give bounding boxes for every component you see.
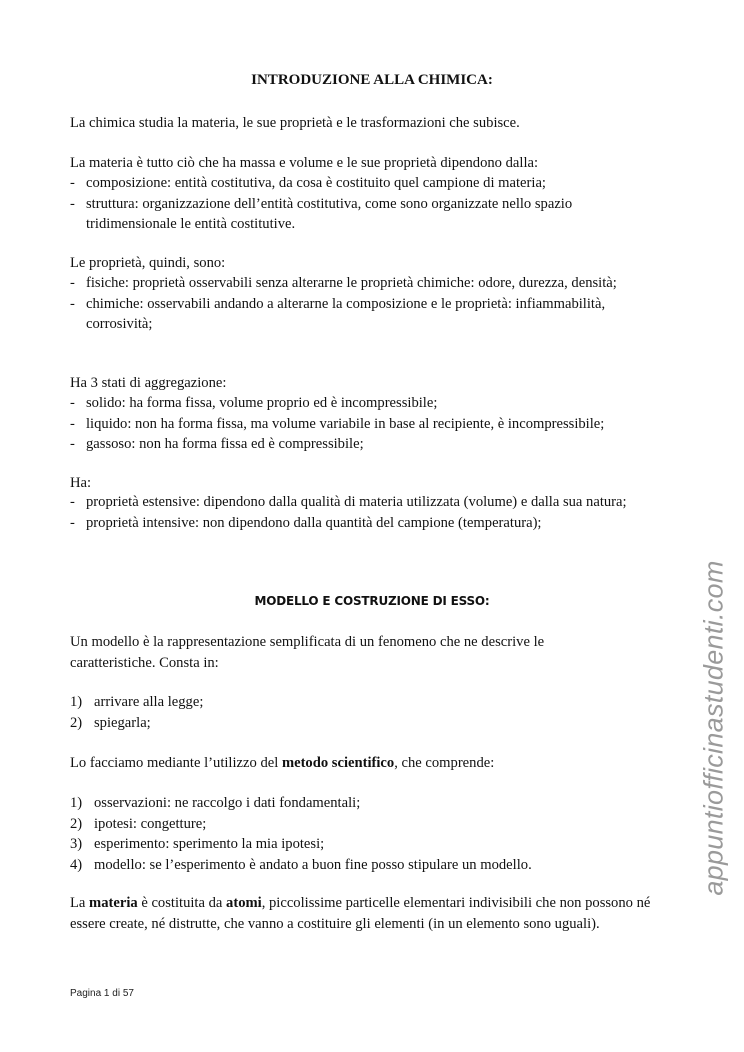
materia-list xyxy=(70,173,630,235)
modello-list xyxy=(70,692,690,733)
list-item: - fisiche: proprietà osservabili senza alterarne le proprietà chimiche: odore, durezza, densità; xyxy=(70,275,617,291)
watermark-text: appuntiofficinastudenti.com xyxy=(698,560,729,896)
atomi-paragraph: La materia è costituita da atomi, piccolissime particelle elementari indivisibili che non possono né essere create, né distrutte, che vanno a costituire gli elementi (in un elemento sono uguali). xyxy=(70,895,651,932)
list-item: - composizione: entità costitutiva, da cosa è costituito quel campione di materia; xyxy=(70,175,546,191)
list-item: - struttura: organizzazione dell’entità costitutiva, come sono organizzate nello spazio tridimensionale le entità costitutive. xyxy=(70,195,573,232)
ha-lead: Ha: xyxy=(70,475,92,491)
metodo-paragraph: Lo facciamo mediante l’utilizzo del metodo scientifico, che comprende: xyxy=(70,755,495,771)
list-item: - chimiche: osservabili andando a alterarne la composizione e le proprietà: infiammabilità, corrosività; xyxy=(70,295,606,332)
materia-bold: materia xyxy=(89,895,138,911)
heading-modello: MODELLO E COSTRUZIONE DI ESSO: xyxy=(254,594,490,608)
list-item: 1) arrivare alla legge; xyxy=(70,694,204,710)
list-item: - gassoso: non ha forma fissa ed è compressibile; xyxy=(70,436,364,452)
list-item: 4) modello: se l’esperimento è andato a buon fine posso stipulare un modello. xyxy=(70,856,532,873)
modello-lead: Un modello è la rappresentazione semplificata di un fenomeno che ne descrive le caratteristiche. Consta in: xyxy=(70,634,545,671)
proprieta-list xyxy=(70,273,630,335)
list-item: 1) osservazioni: ne raccolgo i dati fondamentali; xyxy=(70,795,361,811)
list-item: 3) esperimento: sperimento la mia ipotesi; xyxy=(70,836,325,852)
list-item: - proprietà estensive: dipendono dalla qualità di materia utilizzata (volume) e dalla sua natura; xyxy=(70,494,627,510)
atomi-bold: atomi xyxy=(226,895,262,911)
materia-lead: La materia è tutto ciò che ha massa e volume e le sue proprietà dipendono dalla: xyxy=(70,155,539,171)
ha-list xyxy=(70,492,660,533)
metodo-scientifico-bold: metodo scientifico xyxy=(281,755,395,771)
list-item: - liquido: non ha forma fissa, ma volume variabile in base al recipiente, è incompressibile; xyxy=(70,415,605,432)
intro-paragraph: La chimica studia la materia, le sue proprietà e le trasformazioni che subisce. xyxy=(70,115,520,131)
page-footer: Pagina 1 di 57 xyxy=(70,988,134,999)
list-item: 2) ipotesi: congetture; xyxy=(70,815,207,832)
list-item: 2) spiegarla; xyxy=(70,714,151,731)
proprieta-lead: Le proprietà, quindi, sono: xyxy=(70,255,226,271)
list-item: - solido: ha forma fissa, volume proprio ed è incompressibile; xyxy=(70,395,438,411)
stati-lead: Ha 3 stati di aggregazione: xyxy=(70,375,227,391)
metodo-list xyxy=(70,793,690,875)
list-item: - proprietà intensive: non dipendono dalla quantità del campione (temperatura); xyxy=(70,514,542,531)
stati-list xyxy=(70,393,690,455)
heading-introduzione: INTRODUZIONE ALLA CHIMICA: xyxy=(251,72,493,88)
